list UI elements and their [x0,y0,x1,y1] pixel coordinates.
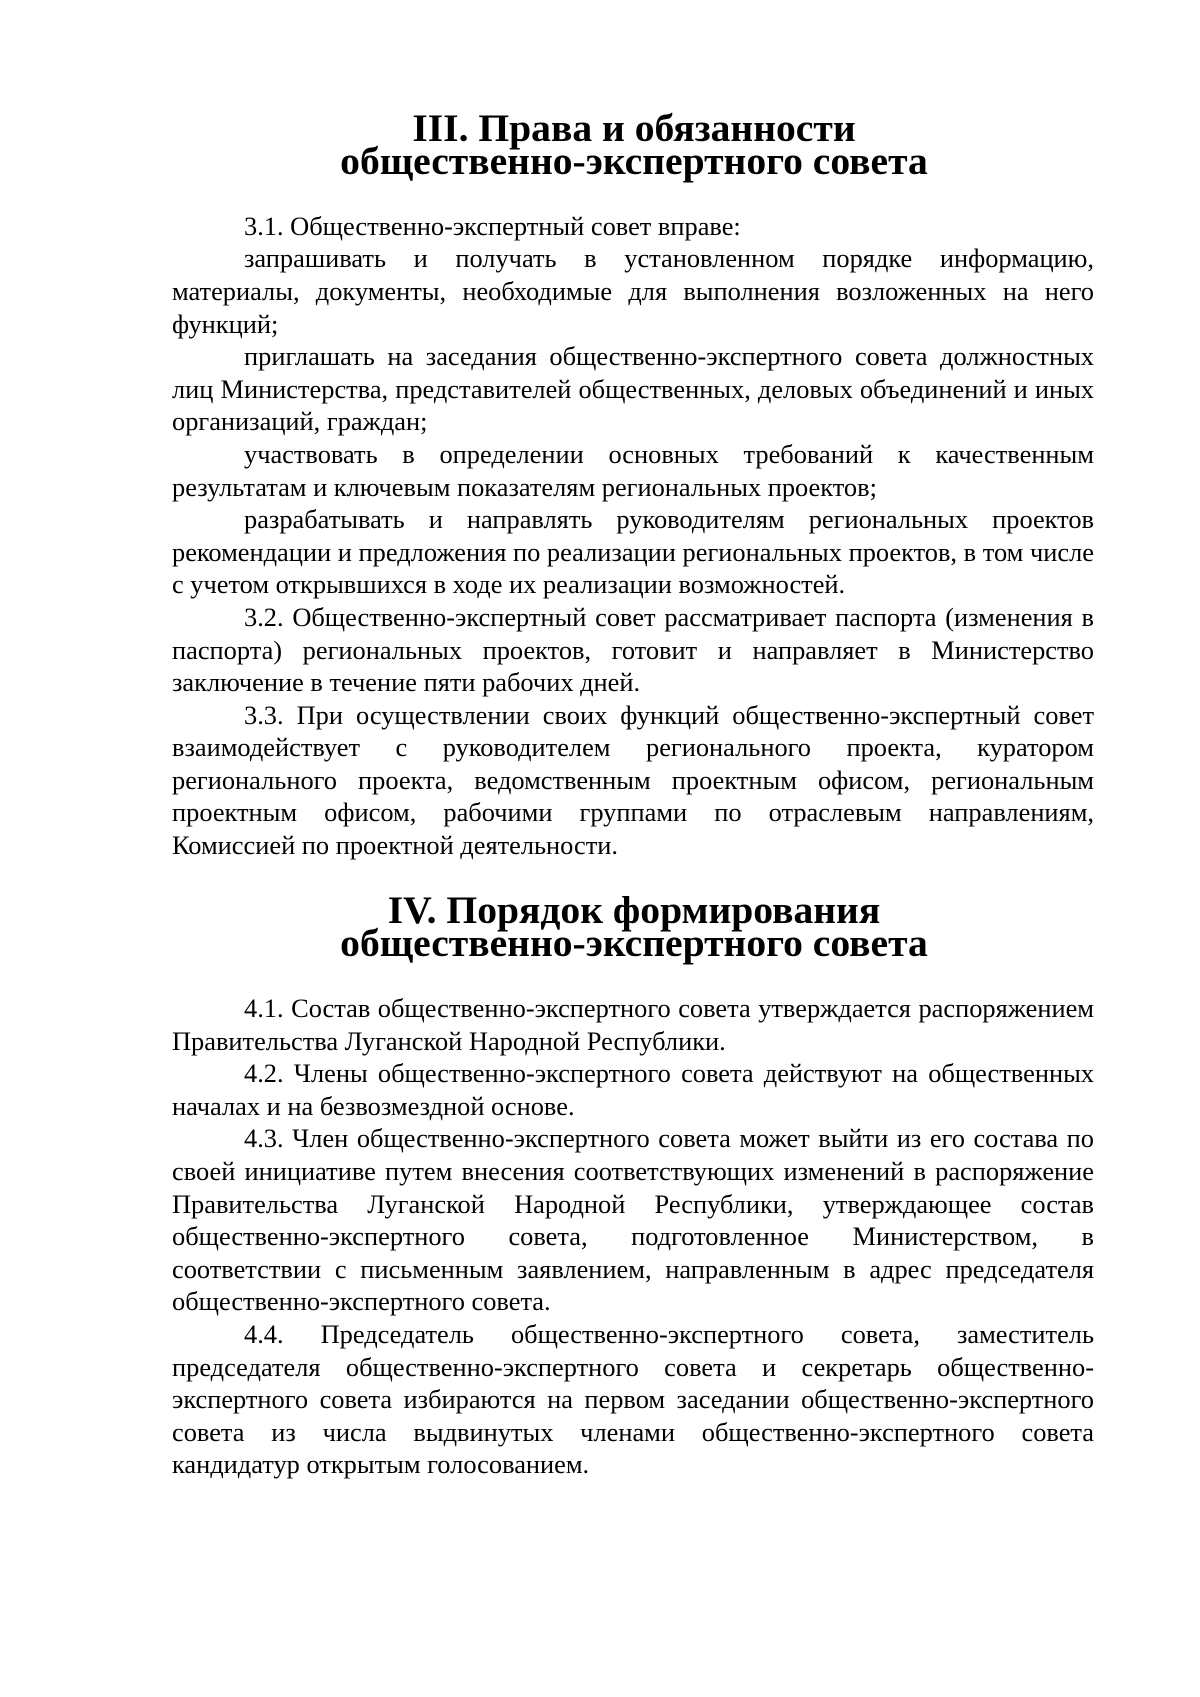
paragraph: 3.2. Общественно-экспертный совет рассматривает паспорта (изменения в паспорта) региональных проектов, готовит и направляет в Министерство заключение в течение пяти рабочих дней. [172,601,1094,698]
section-title-line: III. Права и обязанности [412,106,856,150]
paragraph: разрабатывать и направлять руководителям региональных проектов рекомендации и предложения по реализации региональных проектов, в том числе с учетом открывшихся в ходе их реализации возможностей. [172,504,1094,600]
paragraph: 4.4. Председатель общественно-экспертного совета, заместитель председателя общественно-экспертного совета и секретарь общественно-экспертного совета избираются на первом заседании общественно-экспертного совета из числа выдвинутых членами общественно-экспертного совета кандидатур открытым голосованием. [172,1318,1094,1480]
section-title-line: общественно-экспертного совета [340,920,928,965]
section-title-line: общественно-экспертного совета [340,138,928,183]
paragraph: 4.2. Члены общественно-экспертного совета действуют на общественных началах и на безвозмездной основе. [172,1058,1094,1121]
section-formation-order [172,888,1094,1481]
paragraph: 3.3. При осуществлении своих функций общественно-экспертный совет взаимодействует с руководителем регионального проекта, куратором регионального проекта, ведомственным проектным офисом, региональным проектным офисом, рабочими группами по отраслевым направлениям, Комиссией по проектной деятельности. [172,699,1094,861]
section-title [172,888,1094,965]
paragraph: 4.1. Состав общественно-экспертного совета утверждается распоряжением Правительства Луганской Народной Республики. [172,993,1094,1056]
section-title-line: IV. Порядок формирования [387,888,881,933]
paragraph: приглашать на заседания общественно-экспертного совета должностных лиц Министерства, представителей общественных, деловых объединений и иных организаций, граждан; [172,341,1094,437]
section-title [172,106,1094,183]
section-rights-duties [172,106,1094,862]
paragraph: 3.1. Общественно-экспертный совет вправе: [244,210,741,241]
paragraph: запрашивать и получать в установленном порядке информацию, материалы, документы, необходимые для выполнения возложенных на него функций; [172,243,1094,339]
paragraph: 4.3. Член общественно-экспертного совета может выйти из его состава по своей инициативе путем внесения соответствующих изменений в распоряжение Правительства Луганской Народной Республики, утверждающее состав общественно-экспертного совета, подготовленное Министерством, в соответствии с письменным заявлением, направленным в адрес председателя общественно-экспертного совета. [172,1123,1094,1317]
paragraph: участвовать в определении основных требований к качественным результатам и ключевым показателям региональных проектов; [172,438,1094,502]
